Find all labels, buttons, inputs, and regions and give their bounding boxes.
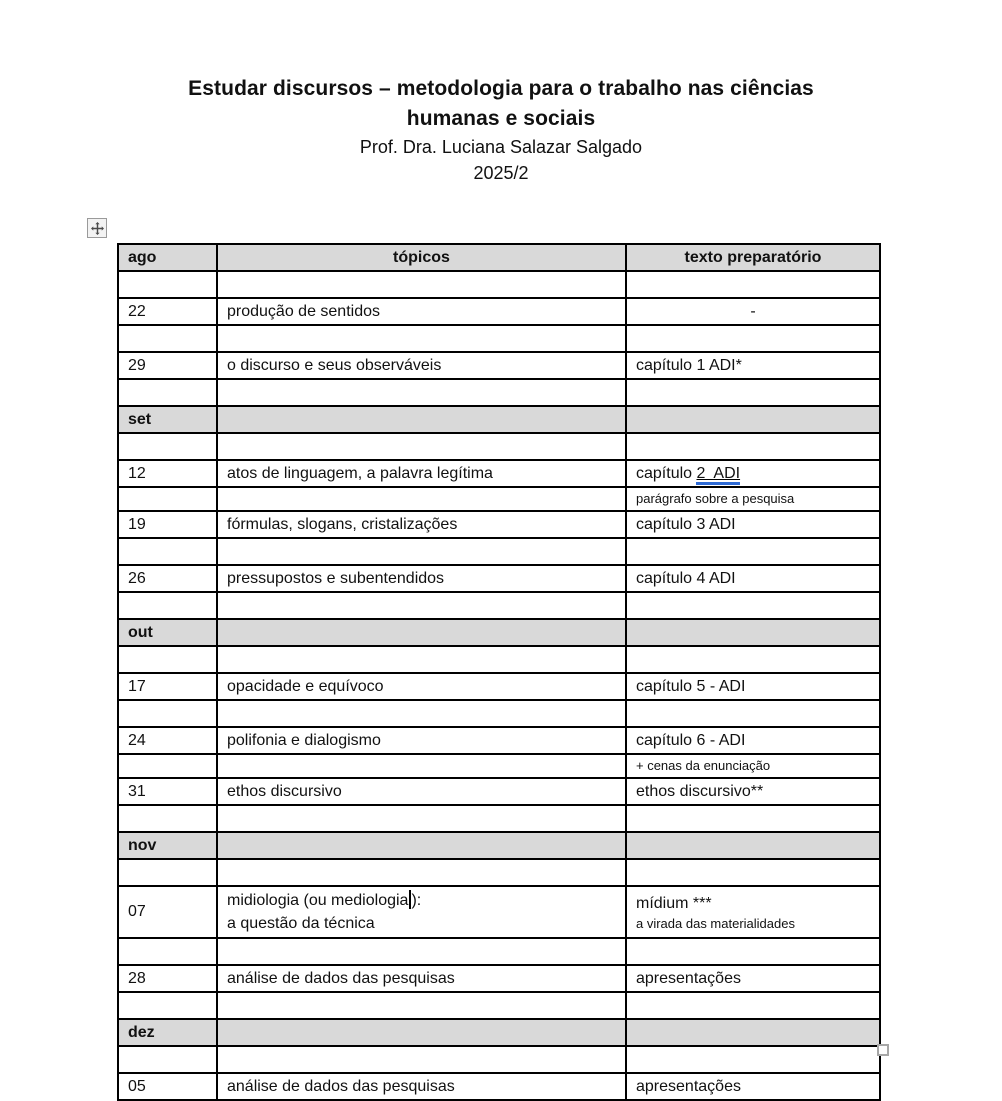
header-cell[interactable]: ago — [118, 244, 217, 271]
prep-cell[interactable]: ethos discursivo** — [626, 778, 880, 805]
topic-cell[interactable] — [217, 646, 626, 673]
prep-cell[interactable] — [626, 805, 880, 832]
topic-cell[interactable] — [217, 325, 626, 352]
table-row-note — [118, 487, 880, 511]
date-cell[interactable] — [118, 592, 217, 619]
table-row-empty — [118, 1046, 880, 1073]
topic-cell[interactable]: ethos discursivo — [217, 778, 626, 805]
prep-cell[interactable]: capítulo 5 - ADI — [626, 673, 880, 700]
date-cell[interactable]: 29 — [118, 352, 217, 379]
table-row-empty — [118, 700, 880, 727]
topic-cell[interactable]: produção de sentidos — [217, 298, 626, 325]
topic-cell[interactable] — [217, 754, 626, 778]
date-cell[interactable] — [118, 805, 217, 832]
prep-cell[interactable]: apresentações — [626, 1073, 880, 1100]
topic-cell[interactable]: análise de dados das pesquisas — [217, 1073, 626, 1100]
move-icon — [91, 222, 104, 235]
prep-cell[interactable] — [626, 592, 880, 619]
prep-cell[interactable]: capítulo 1 ADI* — [626, 352, 880, 379]
header-cell[interactable]: texto preparatório — [626, 244, 880, 271]
date-cell[interactable] — [118, 487, 217, 511]
topic-cell[interactable] — [217, 859, 626, 886]
table-row-data — [118, 886, 880, 938]
topic-cell[interactable] — [217, 1046, 626, 1073]
month-cell[interactable]: out — [118, 619, 217, 646]
topic-cell[interactable]: pressupostos e subentendidos — [217, 565, 626, 592]
prep-note-cell[interactable] — [626, 487, 880, 511]
date-cell[interactable] — [118, 938, 217, 965]
date-cell[interactable] — [118, 379, 217, 406]
empty-cell[interactable] — [217, 406, 626, 433]
table-row-month — [118, 832, 880, 859]
prep-main-text: mídium *** — [636, 895, 712, 912]
prep-cell[interactable] — [626, 700, 880, 727]
empty-cell[interactable] — [626, 832, 880, 859]
topic-cell[interactable] — [217, 433, 626, 460]
topic-cell[interactable] — [217, 938, 626, 965]
table-row-data — [118, 460, 880, 487]
prep-cell[interactable] — [626, 379, 880, 406]
schedule-table-body — [118, 244, 880, 1100]
table-row-month — [118, 406, 880, 433]
page-title[interactable] — [0, 74, 1002, 134]
date-cell[interactable]: 26 — [118, 565, 217, 592]
date-cell[interactable] — [118, 646, 217, 673]
empty-cell[interactable] — [217, 619, 626, 646]
professor-name[interactable]: Prof. Dra. Luciana Salazar Salgado — [359, 137, 643, 157]
date-cell[interactable]: 24 — [118, 727, 217, 754]
topic-cell[interactable] — [217, 271, 626, 298]
topic-cell[interactable]: polifonia e dialogismo — [217, 727, 626, 754]
topic-cell[interactable]: análise de dados das pesquisas — [217, 965, 626, 992]
prep-cell[interactable] — [626, 271, 880, 298]
date-cell[interactable]: 12 — [118, 460, 217, 487]
topic-cell[interactable] — [217, 538, 626, 565]
date-cell[interactable] — [118, 271, 217, 298]
prep-sub-text: a virada das materialidades — [636, 916, 795, 931]
topic-cell[interactable] — [217, 487, 626, 511]
month-cell[interactable]: set — [118, 406, 217, 433]
topic-cell[interactable]: atos de linguagem, a palavra legítima — [217, 460, 626, 487]
topic-cell[interactable]: midiologia (ou mediologia ): a questão da técnica — [217, 886, 626, 938]
header-cell[interactable]: tópicos — [217, 244, 626, 271]
table-row-empty — [118, 592, 880, 619]
prep-cell[interactable] — [626, 646, 880, 673]
month-cell[interactable]: dez — [118, 1019, 217, 1046]
grammar-marked-text[interactable]: 2 ADI — [696, 465, 740, 485]
table-row-data — [118, 511, 880, 538]
topic-cell[interactable]: o discurso e seus observáveis — [217, 352, 626, 379]
document-header — [0, 0, 1002, 186]
prep-cell[interactable] — [626, 938, 880, 965]
table-row-empty — [118, 646, 880, 673]
prep-cell[interactable]: - — [626, 298, 880, 325]
prep-cell[interactable]: capítulo 3 ADI — [626, 511, 880, 538]
prep-note-cell[interactable] — [626, 754, 880, 778]
table-row-empty — [118, 859, 880, 886]
prep-cell[interactable] — [626, 1046, 880, 1073]
topic-cell[interactable] — [217, 379, 626, 406]
table-row-data — [118, 352, 880, 379]
table-row-data — [118, 298, 880, 325]
prep-note-text: + cenas da enunciação — [636, 758, 771, 773]
table-row-data — [118, 727, 880, 754]
prep-cell[interactable]: apresentações — [626, 965, 880, 992]
empty-cell[interactable] — [626, 1019, 880, 1046]
date-cell[interactable]: 28 — [118, 965, 217, 992]
prep-cell[interactable] — [626, 992, 880, 1019]
table-row-empty — [118, 938, 880, 965]
prep-cell[interactable]: capítulo 6 - ADI — [626, 727, 880, 754]
date-cell[interactable]: 31 — [118, 778, 217, 805]
term-label[interactable]: 2025/2 — [473, 163, 529, 183]
date-cell[interactable] — [118, 325, 217, 352]
date-cell[interactable] — [118, 538, 217, 565]
text-cursor — [409, 890, 411, 909]
topic-cell[interactable]: opacidade e equívoco — [217, 673, 626, 700]
topic-cell[interactable] — [217, 992, 626, 1019]
table-row-empty — [118, 538, 880, 565]
page-title-line2: humanas e sociais — [406, 107, 596, 130]
date-cell[interactable] — [118, 992, 217, 1019]
table-row-note — [118, 754, 880, 778]
prep-cell[interactable]: capítulo 2 ADI — [626, 460, 880, 487]
table-row-data — [118, 965, 880, 992]
prep-cell[interactable] — [626, 859, 880, 886]
prep-note-text: parágrafo sobre a pesquisa — [636, 491, 795, 506]
prep-cell[interactable] — [626, 538, 880, 565]
empty-cell[interactable] — [217, 1019, 626, 1046]
table-row-month — [118, 1019, 880, 1046]
empty-cell[interactable] — [217, 832, 626, 859]
table-row-data — [118, 1073, 880, 1100]
date-cell[interactable] — [118, 754, 217, 778]
schedule-table — [117, 243, 879, 1101]
prep-cell[interactable] — [626, 325, 880, 352]
table-row-empty — [118, 805, 880, 832]
month-cell[interactable]: nov — [118, 832, 217, 859]
date-cell[interactable]: 22 — [118, 298, 217, 325]
prep-cell[interactable]: capítulo 4 ADI — [626, 565, 880, 592]
topic-cell[interactable] — [217, 700, 626, 727]
date-cell[interactable] — [118, 433, 217, 460]
topic-cell[interactable] — [217, 592, 626, 619]
table-row-empty — [118, 325, 880, 352]
table-row-empty — [118, 992, 880, 1019]
date-cell[interactable] — [118, 859, 217, 886]
date-cell[interactable] — [118, 1046, 217, 1073]
date-cell[interactable]: 17 — [118, 673, 217, 700]
table-row-empty — [118, 379, 880, 406]
table-move-handle[interactable] — [87, 218, 107, 238]
table-resize-handle[interactable] — [877, 1044, 889, 1056]
date-cell[interactable]: 19 — [118, 511, 217, 538]
table-row-month — [118, 619, 880, 646]
page-title-line1: Estudar discursos – metodologia para o trabalho nas ciências — [188, 77, 814, 100]
topic-cell[interactable] — [217, 805, 626, 832]
empty-cell[interactable] — [626, 406, 880, 433]
date-cell[interactable]: 07 — [118, 886, 217, 938]
date-cell[interactable] — [118, 700, 217, 727]
table-row-empty — [118, 271, 880, 298]
table-row-data — [118, 778, 880, 805]
table-row-data — [118, 565, 880, 592]
date-cell[interactable]: 05 — [118, 1073, 217, 1100]
prep-cell[interactable] — [626, 433, 880, 460]
empty-cell[interactable] — [626, 619, 880, 646]
prep-cell[interactable] — [626, 886, 880, 938]
table-row-data — [118, 673, 880, 700]
table-row-empty — [118, 433, 880, 460]
topic-cell[interactable]: fórmulas, slogans, cristalizações — [217, 511, 626, 538]
table-row-header — [118, 244, 880, 271]
